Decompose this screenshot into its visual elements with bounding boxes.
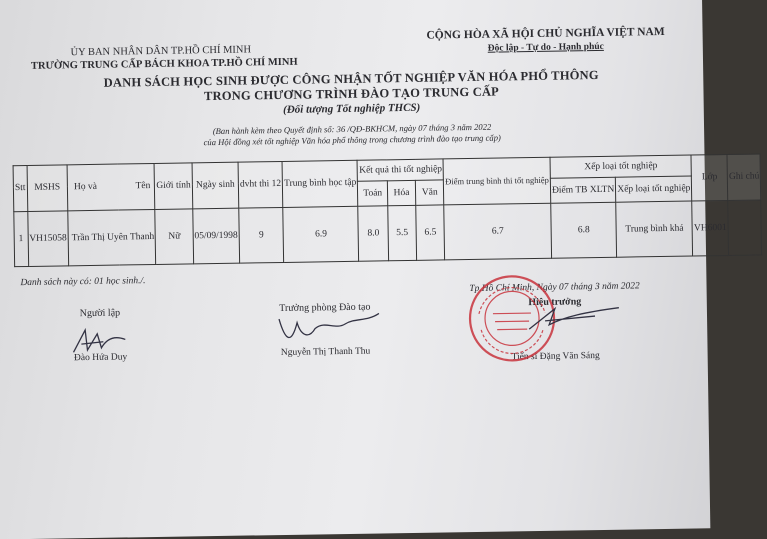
preparer-role: Người lập [55, 307, 145, 319]
cell-diem-tb-xltn: 6.8 [551, 202, 617, 258]
issuance-line-2: của Hội đồng xét tốt nghiệp Văn hóa phổ thông trong chương trình đào tạo trung cấp) [142, 132, 562, 150]
header-lop: Lớp [691, 154, 727, 201]
cell-lop: VH6001 [692, 200, 729, 256]
header-diem-tb-thi: Điểm trung bình thi tốt nghiệp [443, 157, 550, 205]
principal-role: Hiệu trưởng [455, 295, 655, 309]
summary-count: Danh sách này có: 01 học sinh./. [20, 276, 145, 288]
header-ngay-sinh: Ngày sinh [192, 162, 239, 209]
header-ket-qua: Kết quả thi tốt nghiệp [358, 159, 444, 181]
header-trung-binh: Trung bình học tập [282, 160, 358, 207]
header-stt: Stt [13, 165, 27, 211]
training-head-role: Trưởng phòng Đào tạo [245, 301, 405, 315]
graduates-table [13, 155, 685, 268]
title-subject: (Đối tượng Tốt nghiệp THCS) [82, 98, 622, 121]
issuance-line-1: (Ban hành kèm theo Quyết định số: 36 /QĐ-BKHCM, ngày 07 tháng 3 năm 2022 [142, 121, 562, 139]
header-gioi-tinh: Giới tính [155, 163, 193, 210]
header-ghi-chu: Ghi chú [727, 154, 761, 201]
training-head-signature [275, 309, 396, 347]
issuer-school: TRƯỜNG TRUNG CẤP BÁCH KHOA TP.HỒ CHÍ MINH [31, 56, 291, 73]
cell-diem-tb-thi: 6.7 [444, 203, 552, 260]
title-line-2: TRONG CHƯƠNG TRÌNH ĐÀO TẠO TRUNG CẤP [81, 83, 621, 106]
cell-hoa: 5.5 [388, 205, 417, 260]
cell-van: 6.5 [416, 205, 445, 260]
cell-ngay-sinh: 05/09/1998 [193, 208, 240, 264]
sign-date: Tp.Hồ Chí Minh, Ngày 07 tháng 3 năm 2022 [454, 281, 654, 294]
cell-mshs: VH15058 [27, 211, 68, 267]
header-ten: Tên [118, 163, 155, 210]
title-line-1: DANH SÁCH HỌC SINH ĐƯỢC CÔNG NHẬN TỐT NGHIỆP VĂN HÓA PHỔ THÔNG [81, 68, 621, 91]
issuer-authority: ỦY BAN NHÂN DÂN TP.HỒ CHÍ MINH [31, 43, 291, 60]
issuer-header [31, 43, 291, 73]
national-motto: Độc lập - Tự do - Hạnh phúc [411, 39, 681, 57]
issuance-note [142, 121, 562, 150]
national-title: CỘNG HÒA XÃ HỘI CHỦ NGHĨA VIỆT NAM [410, 25, 680, 43]
header-xep-loai-tn: Xếp loại tốt nghiệp [616, 176, 692, 202]
principal-name: Tiến sĩ Đặng Văn Sáng [456, 350, 656, 363]
header-mshs: MSHS [27, 165, 68, 212]
header-dvht: dvht thi 12 [238, 161, 283, 208]
header-xep-loai: Xếp loại tốt nghiệp [550, 155, 692, 178]
cell-ho-ten: Trần Thị Uyên Thanh [68, 209, 156, 265]
cell-trung-binh: 6.9 [283, 206, 359, 262]
cell-toan: 8.0 [358, 206, 388, 261]
cell-ghi-chu [728, 200, 762, 256]
header-diem-tb-xltn: Điểm TB XLTN [550, 177, 616, 203]
training-head-name: Nguyễn Thị Thanh Thu [245, 346, 405, 359]
table-row [14, 200, 762, 267]
header-hoa: Hóa [387, 180, 416, 205]
cell-xep-loai: Trung bình khá [616, 201, 693, 257]
preparer-name: Đào Hứa Duy [56, 352, 146, 363]
header-van: Văn [415, 180, 444, 205]
principal-signature [525, 302, 626, 338]
document-title [81, 68, 622, 121]
national-header [410, 25, 680, 57]
cell-gioi-tinh: Nữ [155, 209, 193, 265]
cell-stt: 1 [14, 211, 28, 266]
header-ho-va: Họ và [67, 164, 118, 211]
cell-dvht: 9 [239, 207, 284, 263]
header-toan: Toán [358, 181, 388, 206]
preparer-signature [67, 323, 148, 358]
